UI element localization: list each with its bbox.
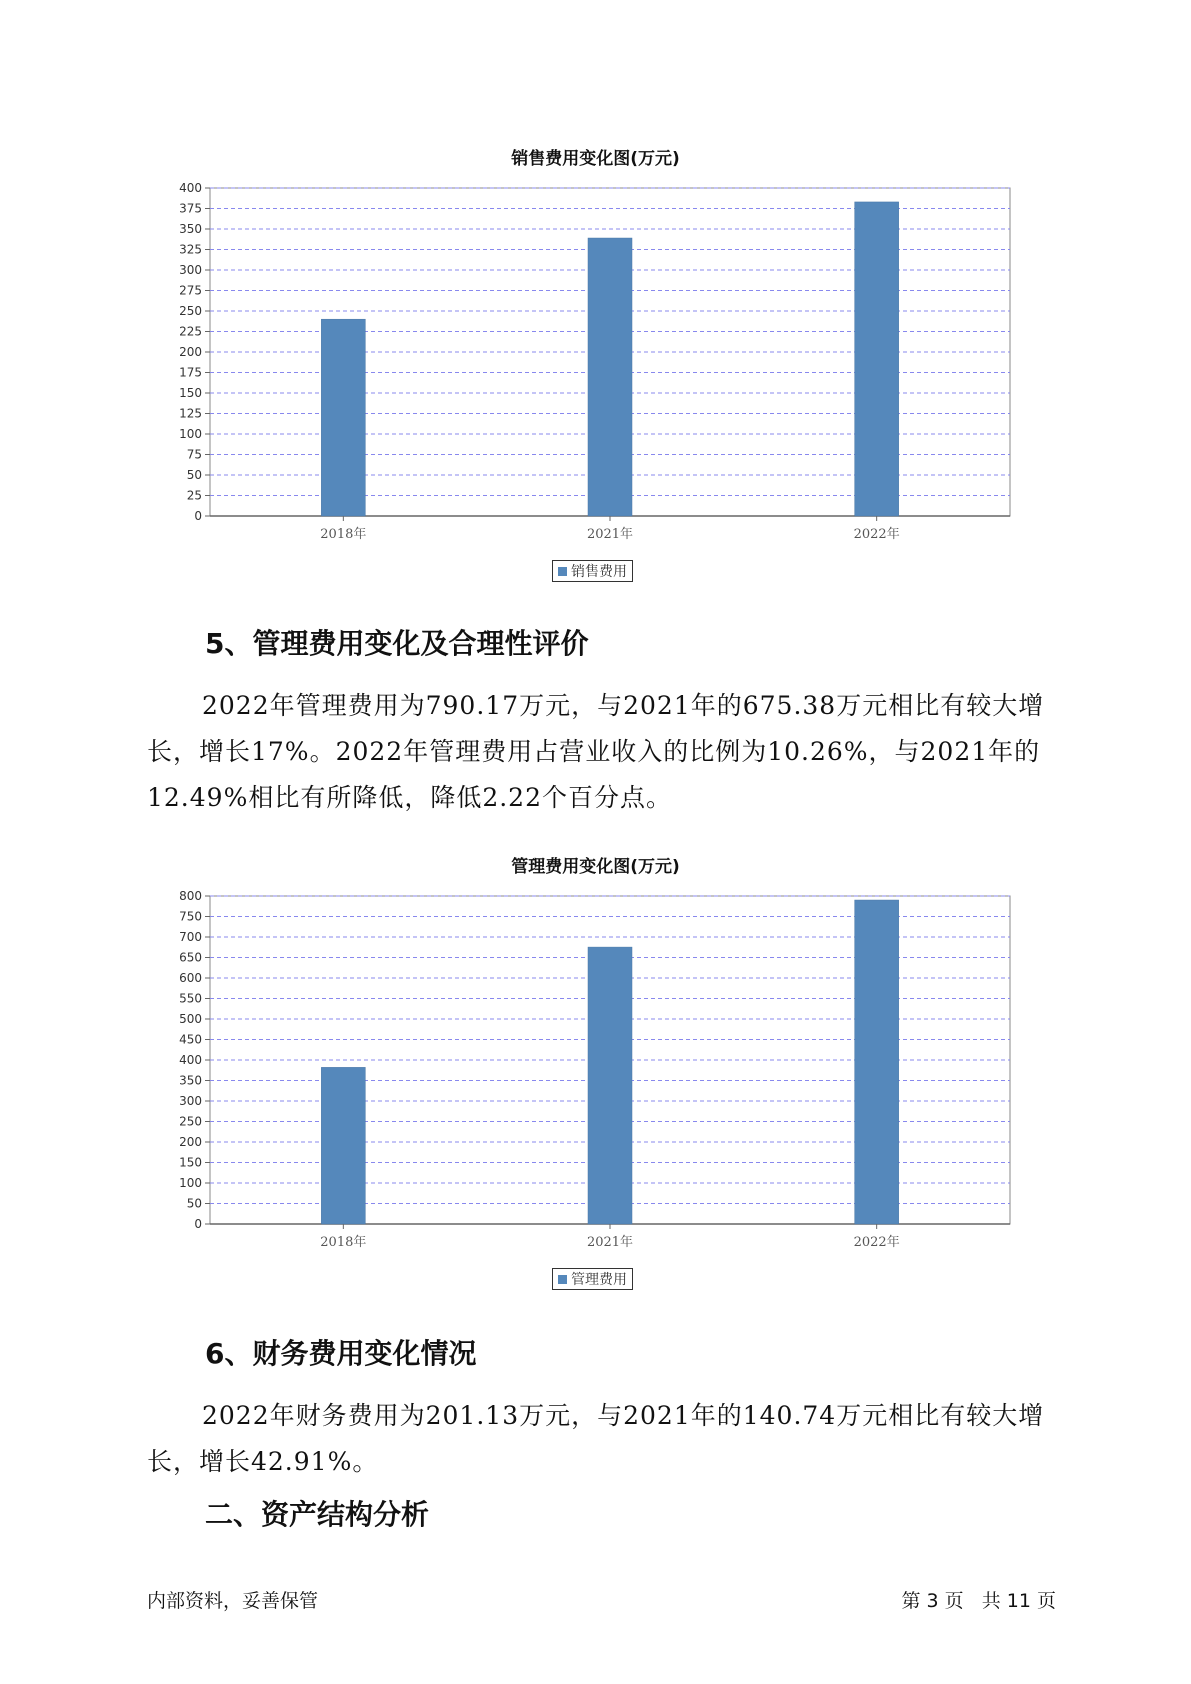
- legend-swatch-admin: [558, 1275, 567, 1284]
- sales-bar: [588, 238, 632, 516]
- admin-expense-chart: [140, 888, 1040, 1248]
- sales-ytick-label: 225: [179, 324, 202, 339]
- admin-xtick-label: 2021年: [586, 1235, 634, 1248]
- legend-label-sales: 销售费用: [571, 564, 627, 580]
- admin-ytick-label: 400: [179, 1053, 202, 1067]
- sales-ytick-label: 100: [179, 427, 202, 441]
- sales-ytick-label: 150: [179, 386, 202, 400]
- chart-title-admin: 管理费用变化图(万元): [511, 857, 680, 877]
- section-heading-admin-expense: 5、管理费用变化及合理性评价: [205, 627, 589, 660]
- admin-ytick-label: 700: [179, 930, 202, 944]
- admin-ytick-label: 100: [179, 1176, 202, 1190]
- sales-ytick-label: 400: [179, 181, 202, 195]
- sales-ytick-label: 125: [179, 406, 202, 421]
- footer-page-number: 第 3 页 共 11 页: [901, 1590, 1056, 1612]
- sales-ytick-label: 275: [179, 283, 202, 298]
- sales-xtick-label: 2018年: [320, 527, 367, 540]
- footer-confidential-note: 内部资料，妥善保管: [147, 1590, 319, 1612]
- sales-xtick-label: 2021年: [586, 527, 634, 540]
- sales-bar: [855, 202, 899, 516]
- admin-bar: [588, 947, 632, 1224]
- admin-ytick-label: 550: [179, 991, 202, 1006]
- admin-ytick-label: 450: [179, 1032, 202, 1047]
- sales-bar: [321, 319, 365, 516]
- admin-ytick-label: 600: [179, 971, 202, 985]
- sales-ytick-label: 250: [179, 304, 202, 318]
- admin-ytick-label: 50: [186, 1196, 202, 1211]
- sales-ytick-label: 375: [179, 201, 202, 216]
- sales-ytick-label: 0: [194, 509, 202, 523]
- sales-ytick-label: 200: [179, 345, 202, 359]
- admin-ytick-label: 300: [179, 1094, 202, 1108]
- admin-ytick-label: 800: [179, 889, 202, 903]
- paragraph-finance-expense: 2022年财务费用为201.13万元，与2021年的140.74万元相比有较大增长，增长42.91%。: [147, 1401, 1045, 1476]
- paragraph-admin-expense: 2022年管理费用为790.17万元，与2021年的675.38万元相比有较大增长，增长17%。2022年管理费用占营业收入的比例为10.26%，与2021年的12.49%相比有所降低，降低2.22个百分点。: [147, 691, 1045, 812]
- admin-xtick-label: 2018年: [320, 1235, 367, 1248]
- sales-ytick-label: 300: [179, 263, 202, 277]
- sales-expense-chart: [140, 180, 1040, 540]
- admin-ytick-label: 650: [179, 950, 202, 965]
- admin-xtick-label: 2022年: [853, 1235, 900, 1248]
- sales-ytick-label: 50: [186, 468, 202, 482]
- sales-ytick-label: 175: [179, 365, 202, 380]
- section-heading-finance-expense: 6、财务费用变化情况: [205, 1337, 477, 1370]
- legend-label-admin: 管理费用: [571, 1272, 627, 1288]
- legend-sales: [552, 560, 633, 582]
- admin-ytick-label: 200: [179, 1135, 202, 1149]
- sales-xtick-label: 2022年: [853, 527, 900, 540]
- admin-ytick-label: 150: [179, 1155, 202, 1170]
- sales-ytick-label: 75: [186, 447, 202, 462]
- admin-bar: [321, 1067, 365, 1224]
- admin-ytick-label: 250: [179, 1114, 202, 1129]
- legend-swatch-sales: [558, 567, 567, 576]
- admin-ytick-label: 750: [179, 909, 202, 924]
- sales-ytick-label: 325: [179, 242, 202, 257]
- admin-ytick-label: 350: [179, 1073, 202, 1088]
- section-heading-asset-structure: 二、资产结构分析: [205, 1498, 430, 1531]
- sales-ytick-label: 350: [179, 222, 202, 236]
- chart-title-sales: 销售费用变化图(万元): [511, 149, 680, 169]
- admin-ytick-label: 500: [179, 1012, 202, 1026]
- admin-ytick-label: 0: [194, 1217, 202, 1231]
- sales-ytick-label: 25: [186, 488, 202, 503]
- admin-bar: [855, 900, 899, 1224]
- legend-admin: [552, 1268, 633, 1290]
